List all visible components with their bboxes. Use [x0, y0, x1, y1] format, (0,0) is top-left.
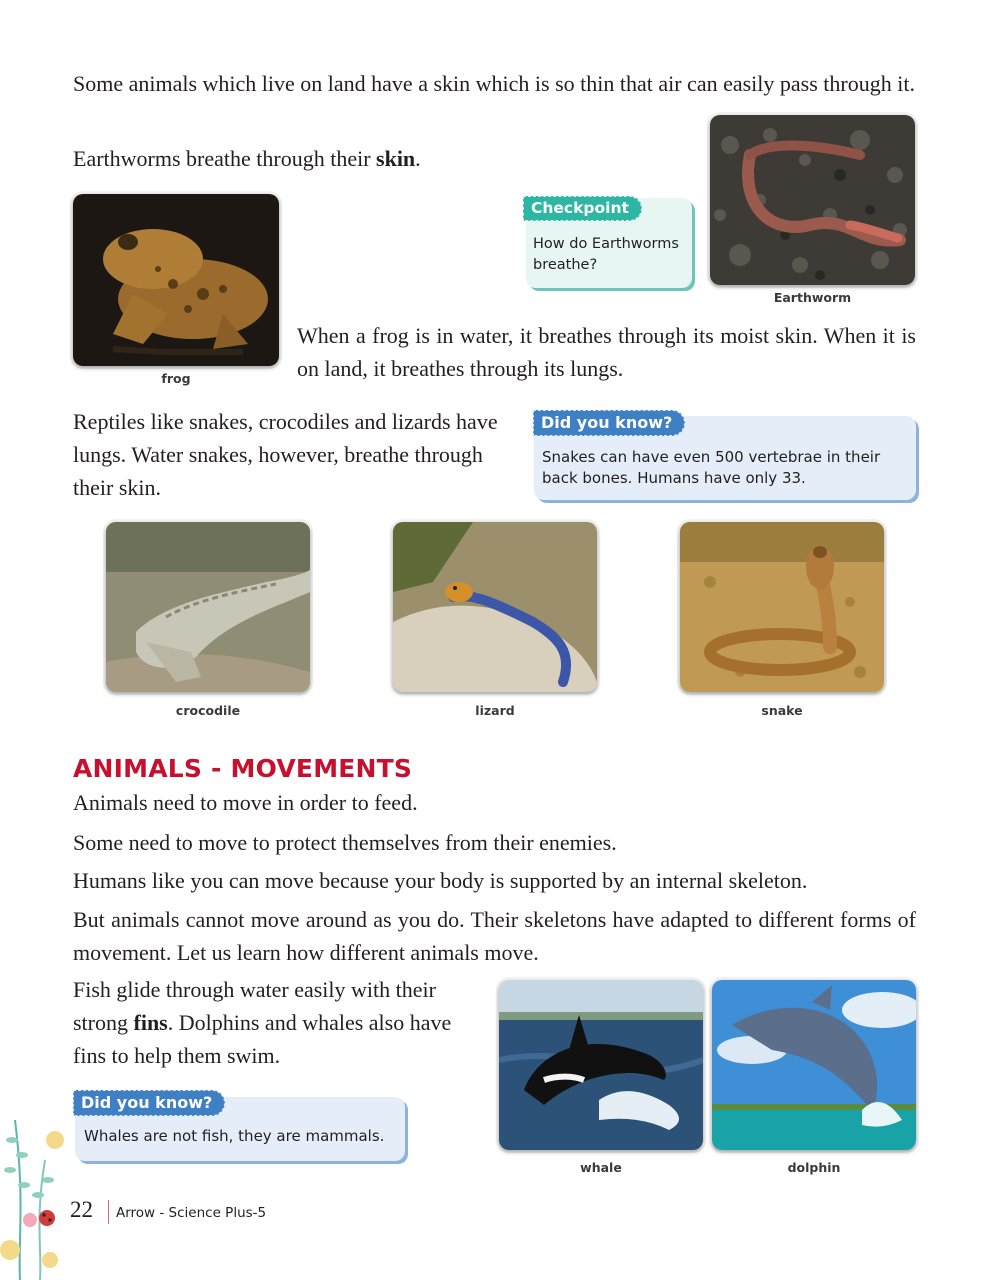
- paragraph-earthworms: [73, 142, 673, 175]
- crocodile-photo: [106, 522, 310, 692]
- lizard-caption: lizard: [475, 703, 515, 718]
- did-you-know-tag-whales: Did you know?: [73, 1090, 225, 1116]
- paragraph-fish-fins: [73, 973, 483, 1072]
- fins-text-end: . Dolphins and whales also have fins to help them swim.: [73, 1010, 452, 1068]
- whale-caption: whale: [580, 1160, 622, 1175]
- floral-decoration: [0, 1100, 70, 1280]
- paragraph-thin-skin: Some animals which live on land have a skin which is so thin that air can easily pass through it.: [73, 71, 915, 96]
- book-title: Arrow - Science Plus-5: [116, 1205, 267, 1221]
- earthworm-text: Earthworms breathe through their: [73, 146, 377, 171]
- paragraph-move-feed: Animals need to move in order to feed.: [73, 790, 418, 815]
- fins-bold: fins: [133, 1010, 168, 1035]
- paragraph-skeletons-adapted: But animals cannot move around as you do. Their skeletons have adapted to different forms of movement. Let us learn how different animals move.: [73, 907, 916, 965]
- did-you-know-text-snakes: Snakes can have even 500 vertebrae in their back bones. Humans have only 33.: [542, 448, 881, 487]
- earthworm-bold-skin: skin: [376, 146, 416, 171]
- paragraph-frog: When a frog is in water, it breathes through its moist skin. When it is on land, it breathes through its lungs.: [297, 323, 916, 381]
- dolphin-photo: [712, 980, 916, 1150]
- paragraph-reptiles: Reptiles like snakes, crocodiles and lizards have lungs. Water snakes, however, breathe through their skin.: [73, 409, 498, 500]
- checkpoint-tag: Checkpoint: [523, 196, 642, 221]
- paragraph-move-protect: Some need to move to protect themselves from their enemies.: [73, 830, 617, 855]
- earthworm-photo: [710, 115, 915, 285]
- dolphin-caption: dolphin: [787, 1160, 841, 1175]
- snake-photo: [680, 522, 884, 692]
- lizard-photo: [393, 522, 597, 692]
- earthworm-text-end: .: [415, 146, 421, 171]
- whale-photo: [499, 980, 703, 1150]
- snake-caption: snake: [761, 703, 803, 718]
- footer-divider: [108, 1200, 109, 1224]
- fins-text: Fish glide through water easily with their strong: [73, 977, 436, 1035]
- section-heading: ANIMALS - MOVEMENTS: [73, 754, 413, 783]
- earthworm-caption: Earthworm: [773, 290, 852, 305]
- frog-caption: frog: [161, 371, 191, 386]
- did-you-know-tag-snakes: Did you know?: [533, 410, 685, 436]
- checkpoint-question: How do Earthworms breathe?: [533, 236, 679, 273]
- did-you-know-text-whales: Whales are not fish, they are mammals.: [84, 1127, 385, 1145]
- frog-photo: [73, 194, 279, 366]
- crocodile-caption: crocodile: [175, 703, 241, 718]
- paragraph-humans-skeleton: Humans like you can move because your body is supported by an internal skeleton.: [73, 868, 808, 893]
- page-number: 22: [70, 1197, 93, 1222]
